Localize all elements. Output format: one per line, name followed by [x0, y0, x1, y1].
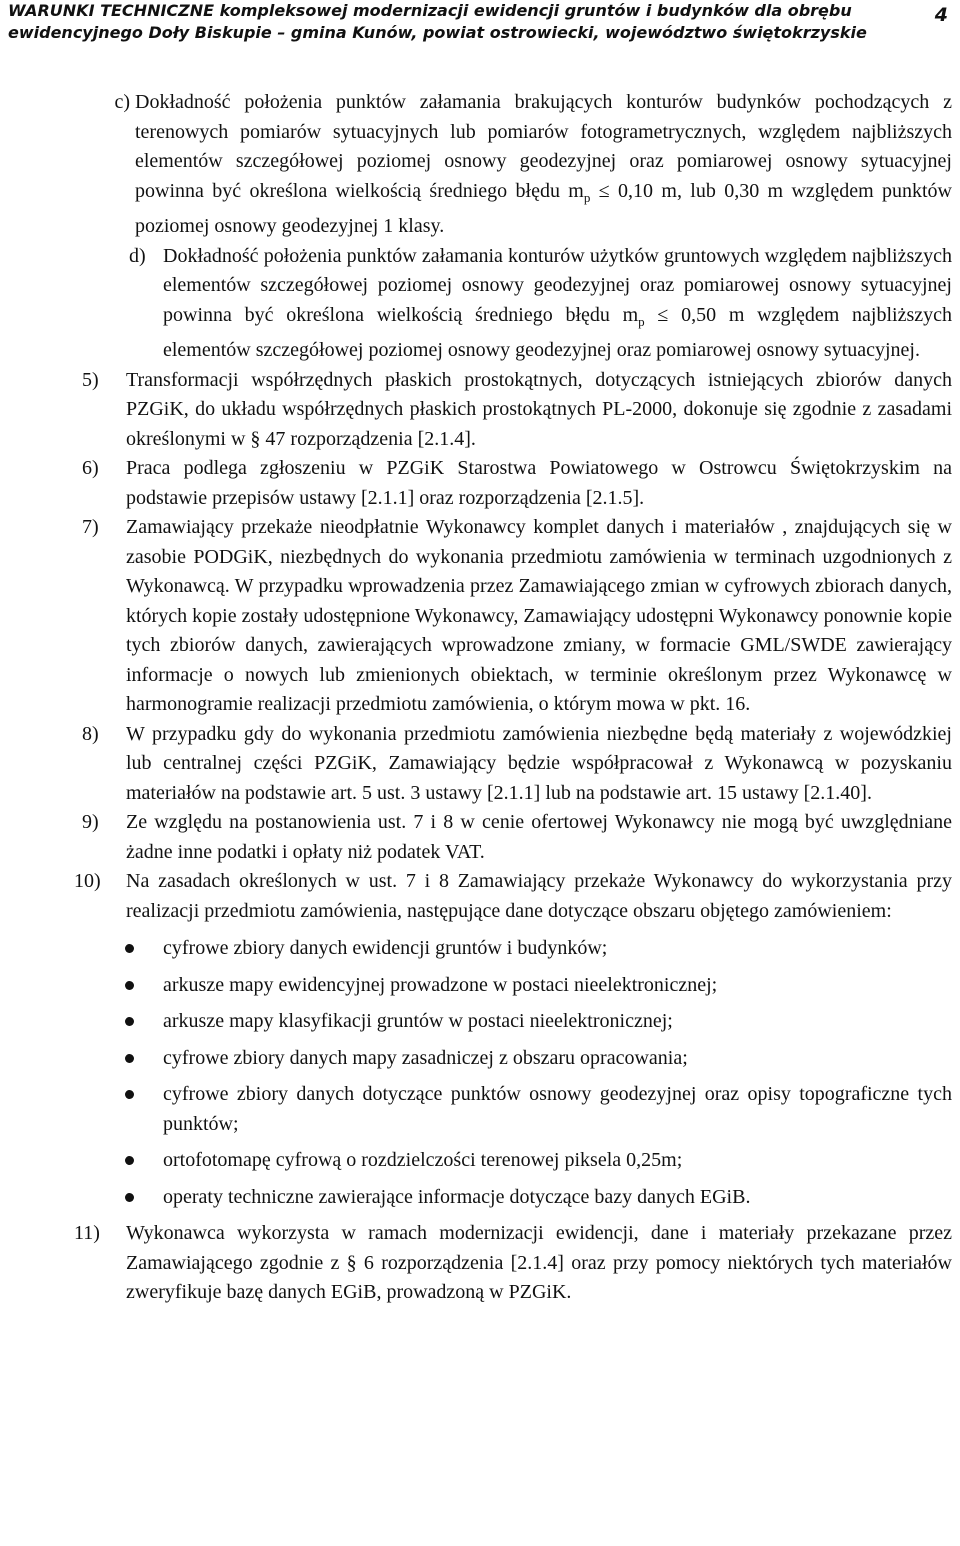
list-item: ortofotomapę cyfrową o rozdzielczości terenowej piksela 0,25m; — [163, 1146, 952, 1176]
item-8-label: 8) — [82, 722, 99, 745]
item-9-label: 9) — [82, 811, 99, 833]
bullet-icon — [125, 1017, 134, 1026]
item-6-text: Praca podlega zgłoszeniu w PZGiK Starostwa Powiatowego w Ostrowcu Świętokrzyskim na podstawie przepisów ustawy [2.1.1] oraz rozporządzenia [2.1.5]. — [126, 457, 952, 509]
item-10-text: Na zasadach określonych w ust. 7 i 8 Zamawiający przekaże Wykonawcy do wykorzystania przy realizacji przedmiotu zamówienia, następujące dane dotyczące obszaru objętego zamówieniem: — [126, 870, 952, 922]
item-11 — [74, 1219, 952, 1308]
running-header — [8, 0, 908, 44]
item-8-text: W przypadku gdy do wykonania przedmiotu zamówienia niezbędne będą materiały z wojewódzkiej lub centralnej części PZGiK, Zamawiający będzie współpracował z Wykonawcą w pozyskaniu materiałów na podstawie art. 5 ust. 3 ustawy [2.1.1] lub na podstawie art. 15 ustawy [2.1.40]. — [126, 722, 952, 804]
item-11-text: Wykonawca wykorzysta w ramach modernizacji ewidencji, dane i materiały przekazane przez Zamawiającego zgodnie z § 6 rozporządzenia [2.1.4] oraz przy pomocy niektórych tych materiałów zweryfikuje bazę danych EGiB, prowadzoną w PZGiK. — [126, 1222, 952, 1303]
bullet-icon — [125, 1090, 134, 1099]
bullet-icon — [125, 1193, 134, 1202]
list-item: cyfrowe zbiory danych ewidencji gruntów i budynków; — [163, 934, 952, 964]
item-6 — [82, 454, 952, 513]
list-item: cyfrowe zbiory danych mapy zasadniczej z obszaru opracowania; — [163, 1044, 952, 1074]
bullet-icon — [125, 1054, 134, 1063]
item-9-text: Ze względu na postanowienia ust. 7 i 8 w cenie ofertowej Wykonawcy nie mogą być uwzględniane żadne inne podatki i opłaty niż podatek VAT. — [126, 811, 952, 863]
document-body — [0, 88, 960, 1308]
list-item: arkusze mapy ewidencyjnej prowadzone w postaci nieelektronicznej; — [163, 971, 952, 1001]
item-6-label: 6) — [82, 457, 99, 479]
item-d-text: Dokładność położenia punktów załamania konturów użytków gruntowych względem najbliższych elementów szczegółowej poziomej osnowy geodezyjnej oraz pomiarowej osnowy sytuacyjnej powinna być określona wielkością średniego błędu $m_p \le 0,50$ m względem najbliższych elementów szczegółowej poziomej osnowy geodezyjnej oraz pomiarowej osnowy sytuacyjnej. — [163, 244, 953, 361]
page-number: 4 — [934, 4, 948, 26]
item-5-text: Transformacji współrzędnych płaskich prostokątnych, dotyczących istniejących zbiorów danych PZGiK, do układu współrzędnych płaskich prostokątnych PL-2000, dokonuje się zgodnie z zasadami określonymi w § 47 rozporządzenia [2.1.4]. — [126, 368, 952, 450]
item-10 — [74, 867, 952, 926]
item-d — [129, 242, 953, 366]
item-5 — [82, 366, 952, 455]
item-7-text: Zamawiający przekaże nieodpłatnie Wykonawcy komplet danych i materiałów , znajdujących się w zasobie PODGiK, niezbędnych do wykonania przedmiotu zamówienia w terminach uzgodnionych z Wykonawcą. W przypadku wprowadzenia przez Zamawiającego zmian w cyfrowych zbiorach danych, których kopie zostały udostępnione Wykonawcy, Zamawiający udostępni Wykonawcy ponownie kopie tych zbiorów danych, zawierających wprowadzone zmiany, w formacie GML/SWDE zawierający informacje o nowych lub zmienionych obiektach, w terminie określonym przez Wykonawcę w harmonogramie realizacji przedmiotu zamówienia, o którym mowa w pkt. 16. — [126, 516, 952, 715]
item-5-label: 5) — [82, 368, 99, 391]
bullet-icon — [125, 981, 134, 990]
item-c: c) Dokładność położenia punktów załamania brakujących konturów budynków pochodzących z terenowych pomiarów sytuacyjnych lub pomiarów fotogrametrycznych, względem najbliższych elementów szczegółowej poziomej osnowy geodezyjnej oraz pomiarowej osnowy sytuacyjnej powinna być określona wielkością średniego błędu $m_p \le 0,10$ m, lub 0,30 m względem punktów poziomej osnowy geodezyjnej 1 klasy. — [135, 88, 952, 242]
header-line-2: ewidencyjnego Doły Biskupie – gmina Kunów, powiat ostrowiecki, województwo świętokrzyskie — [8, 23, 867, 42]
subscript-p: p — [583, 189, 591, 205]
list-item: arkusze mapy klasyfikacji gruntów w postaci nieelektronicznej; — [163, 1007, 952, 1037]
item-7 — [82, 513, 952, 720]
subscript-p: p — [638, 313, 645, 329]
bullet-icon — [125, 944, 134, 953]
item-10-label: 10) — [74, 870, 101, 892]
item-9 — [82, 808, 952, 867]
item-7-label: 7) — [82, 516, 99, 538]
item-c-text: Dokładność położenia punktów załamania brakujących konturów budynków pochodzących z terenowych pomiarów sytuacyjnych lub pomiarów fotogrametrycznych, względem najbliższych elementów szczegółowej poziomej osnowy geodezyjnej oraz pomiarowej osnowy sytuacyjnej powinna być określona wielkością średniego błędu $m_p \le 0,10$ m, lub 0,30 m względem punktów poziomej osnowy geodezyjnej 1 klasy. — [135, 91, 952, 237]
item-d-label: d) — [129, 244, 146, 267]
header-line-1: WARUNKI TECHNICZNE kompleksowej modernizacji ewidencji gruntów i budynków dla obrębu — [8, 1, 852, 20]
item-11-label: 11) — [74, 1222, 100, 1244]
list-item: operaty techniczne zawierające informacje dotyczące bazy danych EGiB. — [163, 1183, 952, 1213]
list-item: cyfrowe zbiory danych dotyczące punktów osnowy geodezyjnej oraz opisy topograficzne tych punktów; — [163, 1080, 952, 1139]
item-8 — [82, 720, 952, 809]
bullet-icon — [125, 1156, 134, 1165]
item-10-bullet-list — [163, 934, 952, 1212]
